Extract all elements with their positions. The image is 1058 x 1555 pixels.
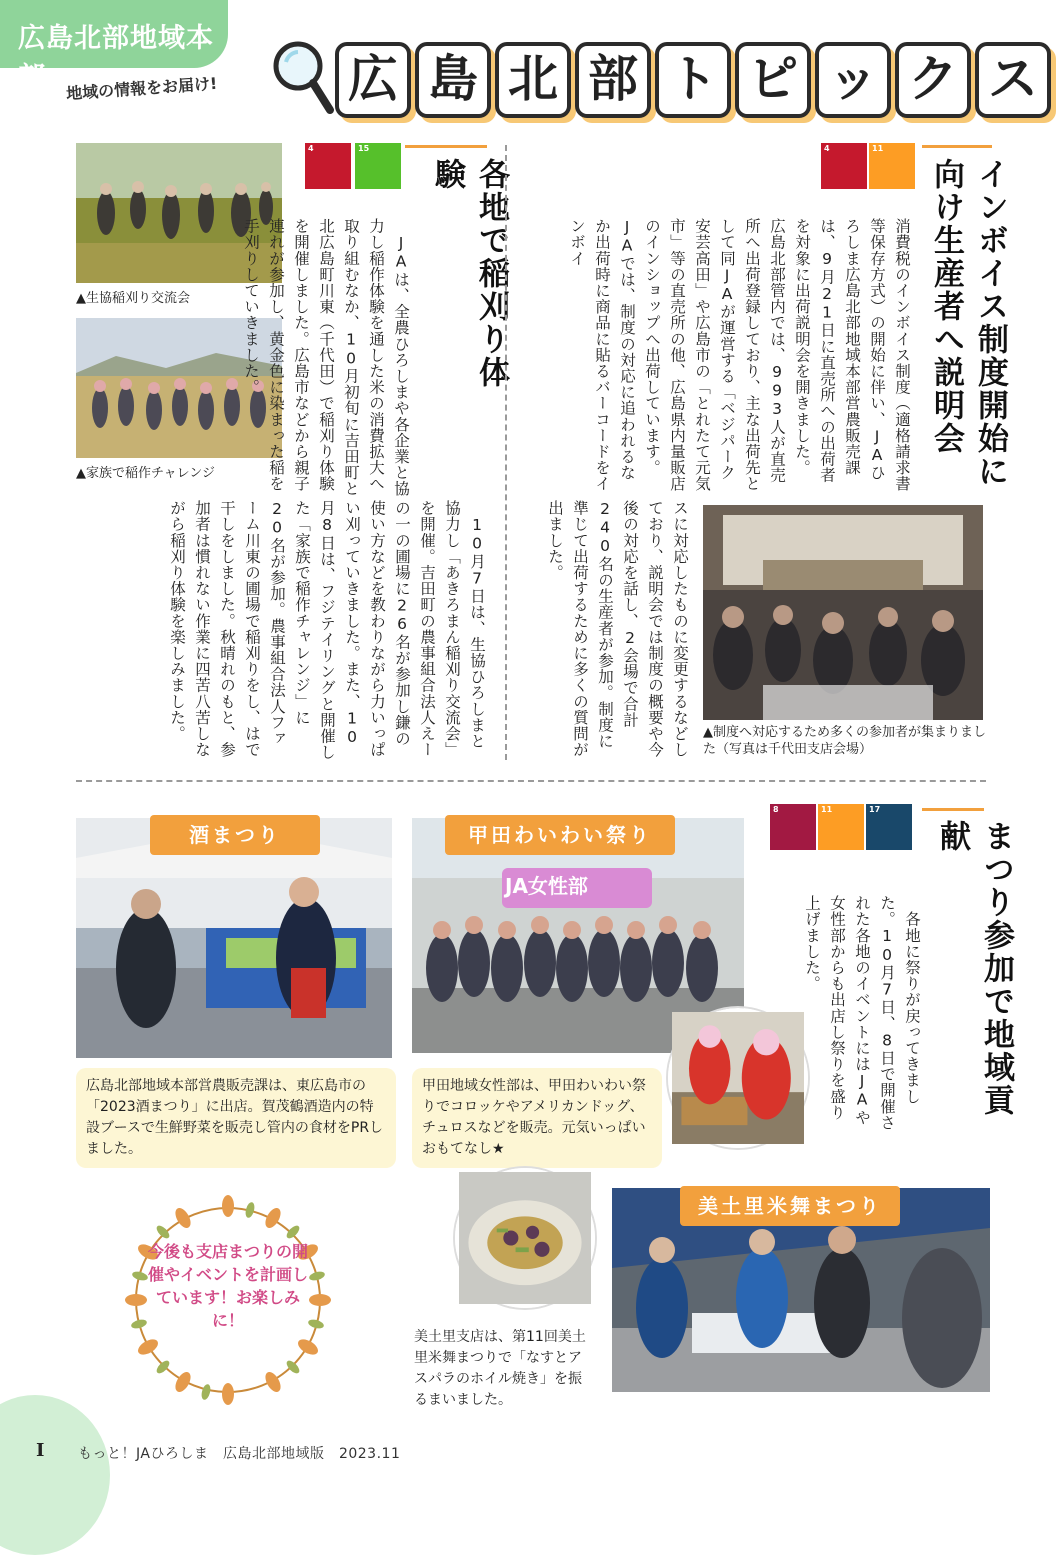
wreath-message: 今後も支店まつりの開催やイベントを計画しています！お楽しみに！	[148, 1242, 309, 1330]
invoice-body: 消費税のインボイス制度（適格請求書等保存方式）の開始に伴い、JAひろしま広島北部地域本部営農販売課は、9月21日に直売所への出荷者を対象に出荷説明会を開きました。 広島北部管内では、993人が直売所へ出荷登録しており、主な出荷先として同JAが運営する「ベジパーク安芸高田」や広島市の「とれたて元気市」等の直売所の他、広島県内量販店のインショップへ出荷しています。JAでは、制度の対応に追われるなか出荷時に商品に貼るバーコードをインボイ	[568, 218, 911, 492]
midori-caption: 美土里支店は、第11回美土里米舞まつりで「なすとアスパラのホイル焼き」を振るまいました。	[408, 1323, 596, 1415]
rice-body: JAは、全農ひろしまや各企業と協力し稲作体験を通した米の消費拡大へ取り組むなか、10月初旬に吉田町と北広島町川東（千代田）で稲刈り体験を開催しました。広島市などから親子連れが参加し、黄金色に染まった稲を手刈りしていきました。	[242, 218, 410, 497]
invoice-heading: インボイス制度開始に向け生産者へ説明会	[928, 158, 1008, 488]
rice-heading: 各地で稲刈り体験	[429, 158, 509, 389]
koda-caption: 甲田地域女性部は、甲田わいわい祭りでコロッケやアメリカンドッグ、チュロスなどを販売。元気いっぱいおもてなし★	[412, 1068, 662, 1168]
rice-heading-bar	[405, 145, 487, 148]
title-char: 島	[415, 42, 491, 118]
invoice-body-2: スに対応したものに変更するなどしており、説明会では制度の概要や今後の対応を話し、2会場で合計240名の生産者が参加。制度に準じて出荷するために多くの質問が出ました。	[546, 500, 689, 758]
header-subtitle: 地域の情報をお届け!	[65, 73, 218, 104]
food-photo	[455, 1168, 595, 1308]
title-char: 部	[575, 42, 651, 118]
title-char: ト	[655, 42, 731, 118]
section-divider	[76, 780, 986, 782]
festival-body: 各地に祭りが戻ってきました。10月7日、8日で開催された各地のイベントにはJAや女性部からも出店し祭りを盛り上げました。	[803, 895, 921, 1131]
rice-photo-1-caption: ▲生協稲刈り交流会	[76, 291, 190, 306]
sake-ribbon: 酒まつり	[150, 815, 320, 855]
koda-banner: JA女性部	[505, 874, 588, 898]
invoice-photo	[703, 505, 983, 720]
page-title	[335, 42, 1051, 118]
sdg-15-icon: 15	[355, 143, 401, 189]
title-char: ク	[895, 42, 971, 118]
invoice-heading-bar	[922, 145, 992, 148]
title-char: 北	[495, 42, 571, 118]
sdg-17-icon: 17	[866, 804, 912, 850]
region-tag: 広島北部地域本部	[0, 0, 228, 68]
page-number: I	[36, 1440, 45, 1461]
sake-caption: 広島北部地域本部営農販売課は、東広島市の「2023酒まつり」に出店。賀茂鶴酒造内の特設ブースで生鮮野菜を販売し管内の食材をPRしました。	[76, 1068, 396, 1168]
title-char: ッ	[815, 42, 891, 118]
title-char: ス	[975, 42, 1051, 118]
column-divider	[505, 145, 507, 760]
sdg-11-icon: 11	[869, 143, 915, 189]
title-char: ピ	[735, 42, 811, 118]
sdg-8-icon: 8	[770, 804, 816, 850]
midori-ribbon: 美土里米舞まつり	[680, 1186, 900, 1226]
festival-heading: まつり参加で地域貢献	[934, 820, 1014, 1117]
rice-photo-2-caption: ▲家族で稲作チャレンジ	[76, 466, 215, 481]
festival-heading-bar	[922, 808, 984, 811]
footer-blob	[0, 1395, 110, 1555]
koda-ribbon: 甲田わいわい祭り	[445, 815, 675, 855]
sdg-4-icon: 4	[305, 143, 351, 189]
rice-body-2: 10月7日は、生協ひろしまと協力し「あきろまん稲刈り交流会」を開催。吉田町の農事組合法人えーの一の圃場に26名が参加し鎌の使い方などを教わりながら力いっぱい刈っていきました。また、10月8日は、フジテイリングと開催した「家族で稲作チャレンジ」に20名が参加。農事組合法人ファーム川東の圃場で稲刈りをし、はで干しをしました。秋晴れのもと、参加者は慣れない作業に四苦八苦しながら稲刈り体験を楽しみました。	[168, 500, 486, 761]
koda-inset-photo	[668, 1008, 808, 1148]
invoice-photo-caption: ▲制度へ対応するため多くの参加者が集まりました（写真は千代田支店会場）	[703, 725, 986, 757]
footer-text: もっと！JAひろしま 広島北部地域版 2023.11	[78, 1446, 401, 1462]
title-char: 広	[335, 42, 411, 118]
magnifier-icon	[268, 36, 338, 116]
sdg-11-icon: 11	[818, 804, 864, 850]
sdg-4-icon: 4	[821, 143, 867, 189]
